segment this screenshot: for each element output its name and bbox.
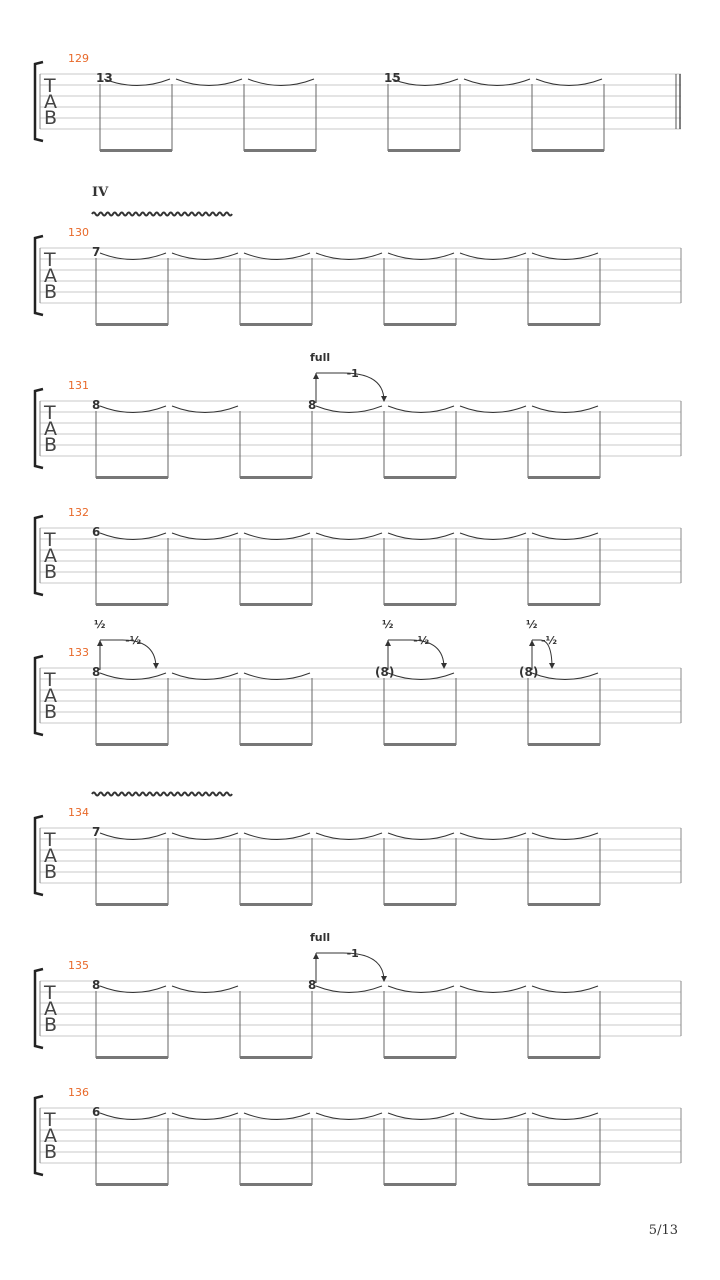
beam [528,903,600,906]
bend-amount: ½ [382,618,394,631]
tab-letter-a: A [44,545,57,567]
tab-letter-a: A [44,265,57,287]
position-marker: IV [92,185,109,200]
tab-letter-t: T [44,669,56,691]
beam [96,1183,168,1186]
tab-letter-b: B [44,561,58,583]
bend-release: -½ [541,634,557,647]
beam [96,476,168,479]
tab-letter-t: T [44,402,56,424]
fret-number: 6 [92,1105,101,1119]
bend-release: -1 [346,367,359,380]
tab-letter-a: A [44,1125,57,1147]
fret-number: 7 [92,245,101,259]
bend-amount: full [310,931,331,944]
staff-system [35,618,681,746]
staff-system [35,185,681,326]
tab-letter-t: T [44,982,56,1004]
staff-system [35,506,681,606]
tab-letter-a: A [44,845,57,867]
tab-letter-a: A [44,418,57,440]
beam [384,476,456,479]
bend-amount: full [310,351,331,364]
beam [384,903,456,906]
measure-number: 133 [68,646,89,659]
beam [100,149,172,152]
beam [240,1056,312,1059]
bend-release: -½ [125,634,142,647]
fret-number: (8) [519,665,539,679]
tab-letter-t: T [44,249,56,271]
beam [384,1183,456,1186]
fret-number: 8 [92,665,101,679]
tab-letter-t: T [44,829,56,851]
page-number: 5/13 [648,1223,678,1238]
beam [96,743,168,746]
beam [96,903,168,906]
fret-number: (8) [375,665,395,679]
beam [240,743,312,746]
beam [528,743,600,746]
beam [384,603,456,606]
staff-system [35,52,681,152]
beam [528,1183,600,1186]
beam [384,1056,456,1059]
tab-letter-t: T [44,75,56,97]
bend-amount: ½ [526,618,538,631]
fret-number: 8 [92,978,101,992]
beam [528,1056,600,1059]
beam [96,603,168,606]
tab-letter-a: A [44,998,57,1020]
beam [384,743,456,746]
bend-arrowhead-up [313,953,319,959]
beam [532,149,604,152]
vibrato-wave [92,213,232,216]
bend-release: -1 [346,947,359,960]
tab-letter-b: B [44,107,58,129]
beam [240,903,312,906]
bend-amount: ½ [94,618,106,631]
measure-number: 136 [68,1086,89,1099]
beam [96,323,168,326]
staff-system [35,793,681,907]
fret-number: 15 [384,71,401,85]
fret-number: 6 [92,525,101,539]
bend-arrowhead-up [385,640,391,646]
beam [244,149,316,152]
staff-system [35,931,681,1059]
staff-system [35,1086,681,1186]
beam [384,323,456,326]
bend-release: -½ [413,634,430,647]
beam [240,323,312,326]
measure-number: 129 [68,52,89,65]
beam [528,476,600,479]
bend-arrowhead-up [529,640,535,646]
tab-letter-a: A [44,91,57,113]
beam [388,149,460,152]
tab-letter-a: A [44,685,57,707]
staff-system [35,351,681,479]
fret-number: 8 [308,978,317,992]
fret-number: 8 [92,398,101,412]
measure-number: 131 [68,379,89,392]
tab-letter-t: T [44,1109,56,1131]
beam [96,1056,168,1059]
beam [240,603,312,606]
tab-letter-b: B [44,1014,58,1036]
bend-arrowhead-up [97,640,103,646]
fret-number: 8 [308,398,317,412]
vibrato-wave [92,793,232,796]
fret-number: 13 [96,71,113,85]
beam [528,603,600,606]
tab-letter-b: B [44,701,58,723]
tab-letter-t: T [44,529,56,551]
beam [240,1183,312,1186]
tab-letter-b: B [44,434,58,456]
bend-arrowhead-up [313,373,319,379]
measure-number: 135 [68,959,89,972]
tab-letter-b: B [44,1141,58,1163]
tab-letter-b: B [44,861,58,883]
measure-number: 134 [68,806,89,819]
measure-number: 132 [68,506,89,519]
fret-number: 7 [92,825,101,839]
beam [240,476,312,479]
measure-number: 130 [68,226,89,239]
beam [528,323,600,326]
tab-letter-b: B [44,281,58,303]
